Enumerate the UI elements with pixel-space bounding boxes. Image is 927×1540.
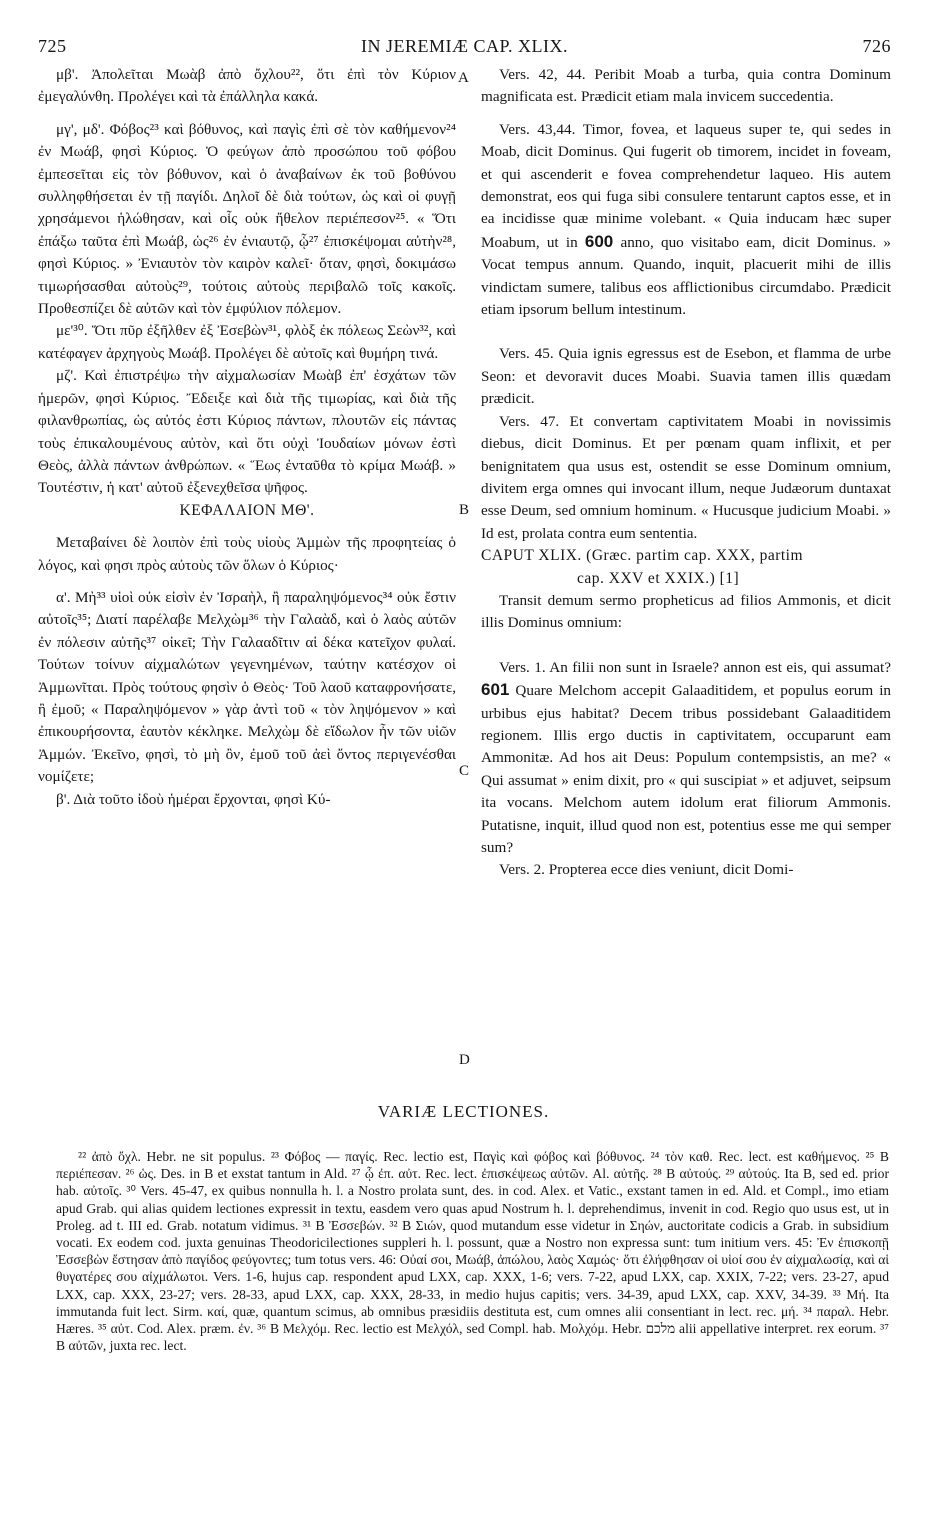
latin-paragraph [481, 657, 891, 860]
greek-paragraph: μγ', μδ'. Φόβος²³ καὶ βόθυνος, καὶ παγὶς ἐπὶ σὲ τὸν καθήμενον²⁴ ἐν Μωάβ, φησὶ Κύριος. Ὁ φεύγων ἀπὸ προσώπου τοῦ φόβου ἐμπεσεῖται εἰς τὸν βόθυνον, καὶ ὁ ἀναβαίνων ἐκ τοῦ βοθύνου συλληφθήσεται ἐν τῇ παγίδι. Δηλοῖ δὲ διὰ τούτων, ὡς καὶ οἱ φυγῇ χρησάμενοι ἡλώθησαν, καὶ οἷς οὐκ ἤθελον περιέπεσον²⁵. « Ὅτι ἐπάξω ταῦτα ἐπὶ Μωάβ, ὡς²⁶ ἐν ἐνιαυτῷ, ᾧ²⁷ ἐπισκέψομαι αὐτὴν²⁸, φησὶ Κύριος. » Ἐνιαυτὸν τὸν καιρὸν καλεῖ· ὅταν, φησὶ, δοκιμάσω τιμωρήσασθαι αὐτοὺς²⁹, τούτοις αὐτοὺς περιβαλῶ τοῖς κακοῖς. Προθεσπίζει δὲ αὐτῶν καὶ τὸν ἐμφύλιον πόλεμον. [38, 120, 456, 318]
greek-paragraph: Μεταβαίνει δὲ λοιπὸν ἐπὶ τοὺς υἱοὺς Ἀμμὼν τῆς προφητείας ὁ λόγος, καὶ φησι πρὸς αὐτοὺς τῶν ὅλων ὁ Κύριος· [38, 534, 456, 574]
page-mark: 601 [481, 680, 510, 700]
latin-text: Quare Melchom accepit Galaaditidem, et populus eorum in urbibus ejus habitat? Decem tribus possidebant Galaaditidem regionem. Illis ergo ductis in captivitatem, occuparunt eam Ammonitæ. Ad hos ait Deus: Populum contempsistis, an me? « Qui assumat » enim dixit, pro « qui suscipiat » et adjuvet, seipsum ita vocans. Melchom autem idolum erat filiorum Ammonis. Putatisne, inquit, illud quod non est, potentius esse me qui semper sum? [481, 682, 892, 856]
margin-letter-b: B [459, 502, 470, 518]
right-page-number: 726 [862, 36, 891, 56]
latin-chapter-heading-line2: cap. XXV et XXIX.) [1] [577, 569, 740, 587]
margin-letter-c: C [459, 763, 470, 779]
latin-chapter-heading-line1: CAPUT XLIX. (Græc. partim cap. XXX, partim [481, 547, 804, 565]
latin-paragraph: Transit demum sermo propheticus ad filios Ammonis, et dicit illis Dominus omnium: [481, 591, 891, 632]
latin-paragraph: Vers. 45. Quia ignis egressus est de Esebon, et flamma de urbe Seon: et devoravit duces Moabi. Suavia tamen illis quædam prædicit. [481, 345, 891, 408]
latin-column [481, 64, 891, 882]
greek-column [38, 64, 456, 811]
margin-letter-a: A [458, 70, 469, 86]
margin-letter-d: D [459, 1052, 470, 1068]
variae-lectiones-title: VARIÆ LECTIONES. [377, 1102, 550, 1121]
latin-text: anno, quo visitabo eam, dicit Dominus. » Vocat tempus annum. Quando, inquit, placuerit mihi de illis vindictam sumere, talibus eos afflictionibus circumdabo. Prædicit etiam ipsorum bellum intestinum. [481, 233, 892, 319]
latin-paragraph: Vers. 2. Propterea ecce dies veniunt, dicit Domi- [499, 861, 794, 879]
running-title: IN JEREMIÆ CAP. XLIX. [360, 36, 568, 56]
latin-chapter-heading [481, 545, 891, 590]
greek-paragraph: μβ'. Ἀπολεῖται Μωὰβ ἀπὸ ὄχλου²², ὅτι ἐπὶ τὸν Κύριον ἐμεγαλύνθη. Προλέγει καὶ τὰ ἐπάλληλα κακά. [38, 66, 456, 106]
left-page-number: 725 [38, 36, 67, 56]
page-mark: 600 [584, 231, 614, 251]
latin-paragraph: Vers. 42, 44. Peribit Moab a turba, quia contra Dominum magnificata est. Prædicit etiam mala invicem succedentia. [481, 66, 891, 106]
latin-text: Vers. 1. An filii non sunt in Israele? annon est eis, qui assumat? [499, 658, 891, 676]
greek-paragraph: με'³⁰. Ὅτι πῦρ ἐξῆλθεν ἐξ Ἐσεβὼν³¹, φλὸξ ἐκ πόλεως Σεὼν³², καὶ κατέφαγεν ἀρχηγοὺς Μωάβ. Προλέγει δὲ αὐτοῖς καὶ θυμήρη τινά. [38, 322, 456, 362]
latin-text: Vers. 43,44. Timor, fovea, et laqueus super te, qui sedes in Moab, dicit Dominus. Qui fugerit ob timorem, incidet in foveam, et qui ascenderit e fovea comprehendetur laqueo. His autem demonstrat, eos qui fuga sibi consulere tentarunt captos esse, et in ea incidisse quæ minime volebant. « Quia inducam hæc super Moabum, ut in [481, 120, 891, 251]
greek-paragraph: μζ'. Καὶ ἐπιστρέψω τὴν αἰχμαλωσίαν Μωὰβ ἐπ' ἐσχάτων τῶν ἡμερῶν, φησὶ Κύριος. Ἔδειξε καὶ διὰ τῆς τιμωρίας, καὶ διὰ τῆς φιλανθρωπίας, ὡς αὐτός ἐστι Κύριος πάντων, πλουτῶν εἰς πάντας τοὺς ἐπικαλουμένους αὐτὸν, καὶ ὅτι οὐχὶ Ἰουδαίων μόνων ἐστὶ Θεὸς, ἀλλὰ πάντων ἀνθρώπων. « Ἕως ἐνταῦθα τὸ κρίμα Μωάβ. » Τουτέστιν, ἡ κατ' αὐτοῦ ἐξενεχθεῖσα ψῆφος. [38, 367, 456, 497]
page-header [38, 36, 891, 58]
latin-paragraph [481, 119, 891, 322]
greek-chapter-heading: ΚΕΦΑΛΑΙΟΝ ΜΘ'. [179, 501, 315, 519]
greek-paragraph: β'. Διὰ τοῦτο ἰδοὺ ἡμέραι ἔρχονται, φησὶ Κύ- [56, 790, 331, 808]
greek-paragraph: α'. Μὴ³³ υἱοὶ οὐκ εἰσὶν ἐν Ἰσραὴλ, ἢ παραληψόμενος³⁴ οὐκ ἔστιν αὐτοῖς³⁵; Διατί παρέλαβε Μελχὼμ³⁶ τὴν Γαλαὰδ, καὶ ὁ λαὸς αὐτῶν ἐν πόλεσιν αὐτῆς³⁷ οἰκεῖ; Τὴν Γαλααδῖτιν αἱ δέκα κατεῖχον φυλαί. Τούτων τοίνυν αἰχμαλώτων γεγενημένων, ταύτην κατέσχον οἱ Ἀμμωνῖται. Πρὸς τούτους φησὶν ὁ Θεὸς· Τοῦ λαοῦ καταφρονήσατε, ἢ ἐμοῦ; « Παραληψόμενον » γὰρ ἀντὶ τοῦ « τὸν ληψόμενον » καὶ ἐπικουρήσοντα, ἑαυτὸν κέκληκε. Μελχὼμ δὲ εἴδωλον ἦν τῶν υἱῶν Ἀμμών. Ἐκεῖνο, φησὶ, τὸ μὴ ὂν, ἐμοῦ τοῦ ἀεὶ ὄντος περιγενέσθαι νομίζετε; [38, 588, 456, 786]
variae-lectiones-notes: ²² ἀπὸ ὄχλ. Hebr. ne sit populus. ²³ Φόβος — παγίς. Rec. lectio est, Παγὶς καὶ φόβος καὶ βόθυνος. ²⁴ τὸν καθ. Rec. lect. est καθήμενος. ²⁵ B περιέπεσαν. ²⁶ ὡς. Des. in B et exstat tantum in Ald. ²⁷ ᾧ ἐπ. αὐτ. Rec. lect. ἐπισκέψεως αὐτῶν. Al. αὐτῆς. ²⁸ B αὐτούς. ²⁹ αὐτούς. Ita B, sed ed. prior hab. αὐτοῖς. ³⁰ Vers. 45-47, ex quibus nonnulla h. l. a Nostro prolata sunt, des. in cod. Alex. et Vatic., exstant tamen in ed. Ald. et Compl., imo etiam apud Grab. qui alias quidem lectiones expressit in textu, easdem vero quas apud Nostrum h. l. deprehendimus, invenit in cod. Regio quo usus est, ut in Proleg. ad t. III ed. Grab. notatum vidimus. ³¹ B Ἐσσεβών. ³² B Σιών, quod mutandum esse videtur in Σηών, auctoritate codicis a Grab. in subsidium vocati. Ex eodem cod. juxta genuinas Theodoricilectiones suppleri h. l. possunt, quæ a Nostro non expressa sunt: tum initium vers. 45: Ἐν ἐπισκοπῇ Ἐσσεβὼν ἔστησαν ἀπὸ παγίδος φεύγοντες; tum totus vers. 46: Οὐαί σοι, Μωάβ, ἀπώλου, λαὸς Χαμώς· ὅτι ἐλήφθησαν οἱ υἱοί σου ἐν αἰχμαλωσίᾳ, καὶ αἱ θυγατέρες σου αἰχμάλωτοι. Vers. 1-6, hujus cap. respondent apud LXX, cap. XXX, 1-6; vers. 7-22, apud LXX, cap. XXIX, 7-22; vers. 23-27, apud LXX, cap. XXX, 23-27; vers. 28-33, apud LXX, cap. XXX, 28-33, in medio hujus capitis; vers. 34-39, apud LXX, cap. XXV, 34-39. ³³ Μή. Ita immutanda fuit lect. Sirm. καί, quæ, quantum scimus, ab omnibus præsidiis destituta est, cum omnes alii consentiant in lect. rec. μή. ³⁴ παραλ. Hebr. Hæres. ³⁵ αὐτ. Cod. Alex. præm. ἐν. ³⁶ B Μελχόμ. Rec. lectio est Μελχόλ, sed Compl. hab. Μολχόμ. Hebr. מלכם alii appellative interpret. rex eorum. ³⁷ B αὐτῶν, juxta rec. lect. [56, 1149, 889, 1354]
latin-paragraph: Vers. 47. Et convertam captivitatem Moabi in novissimis diebus, dicit Dominus. Et per pœnam quam inflixit, et per benignitatem qua usus est, ostendit se esse Dominum omnium, divitem erga omnes qui invocant illum, neque Judæorum duntaxat esse Deum, sed omnium hominum. « Hucusque judicium Moabi. » Id est, prolata contra eum sententia. [481, 412, 891, 542]
